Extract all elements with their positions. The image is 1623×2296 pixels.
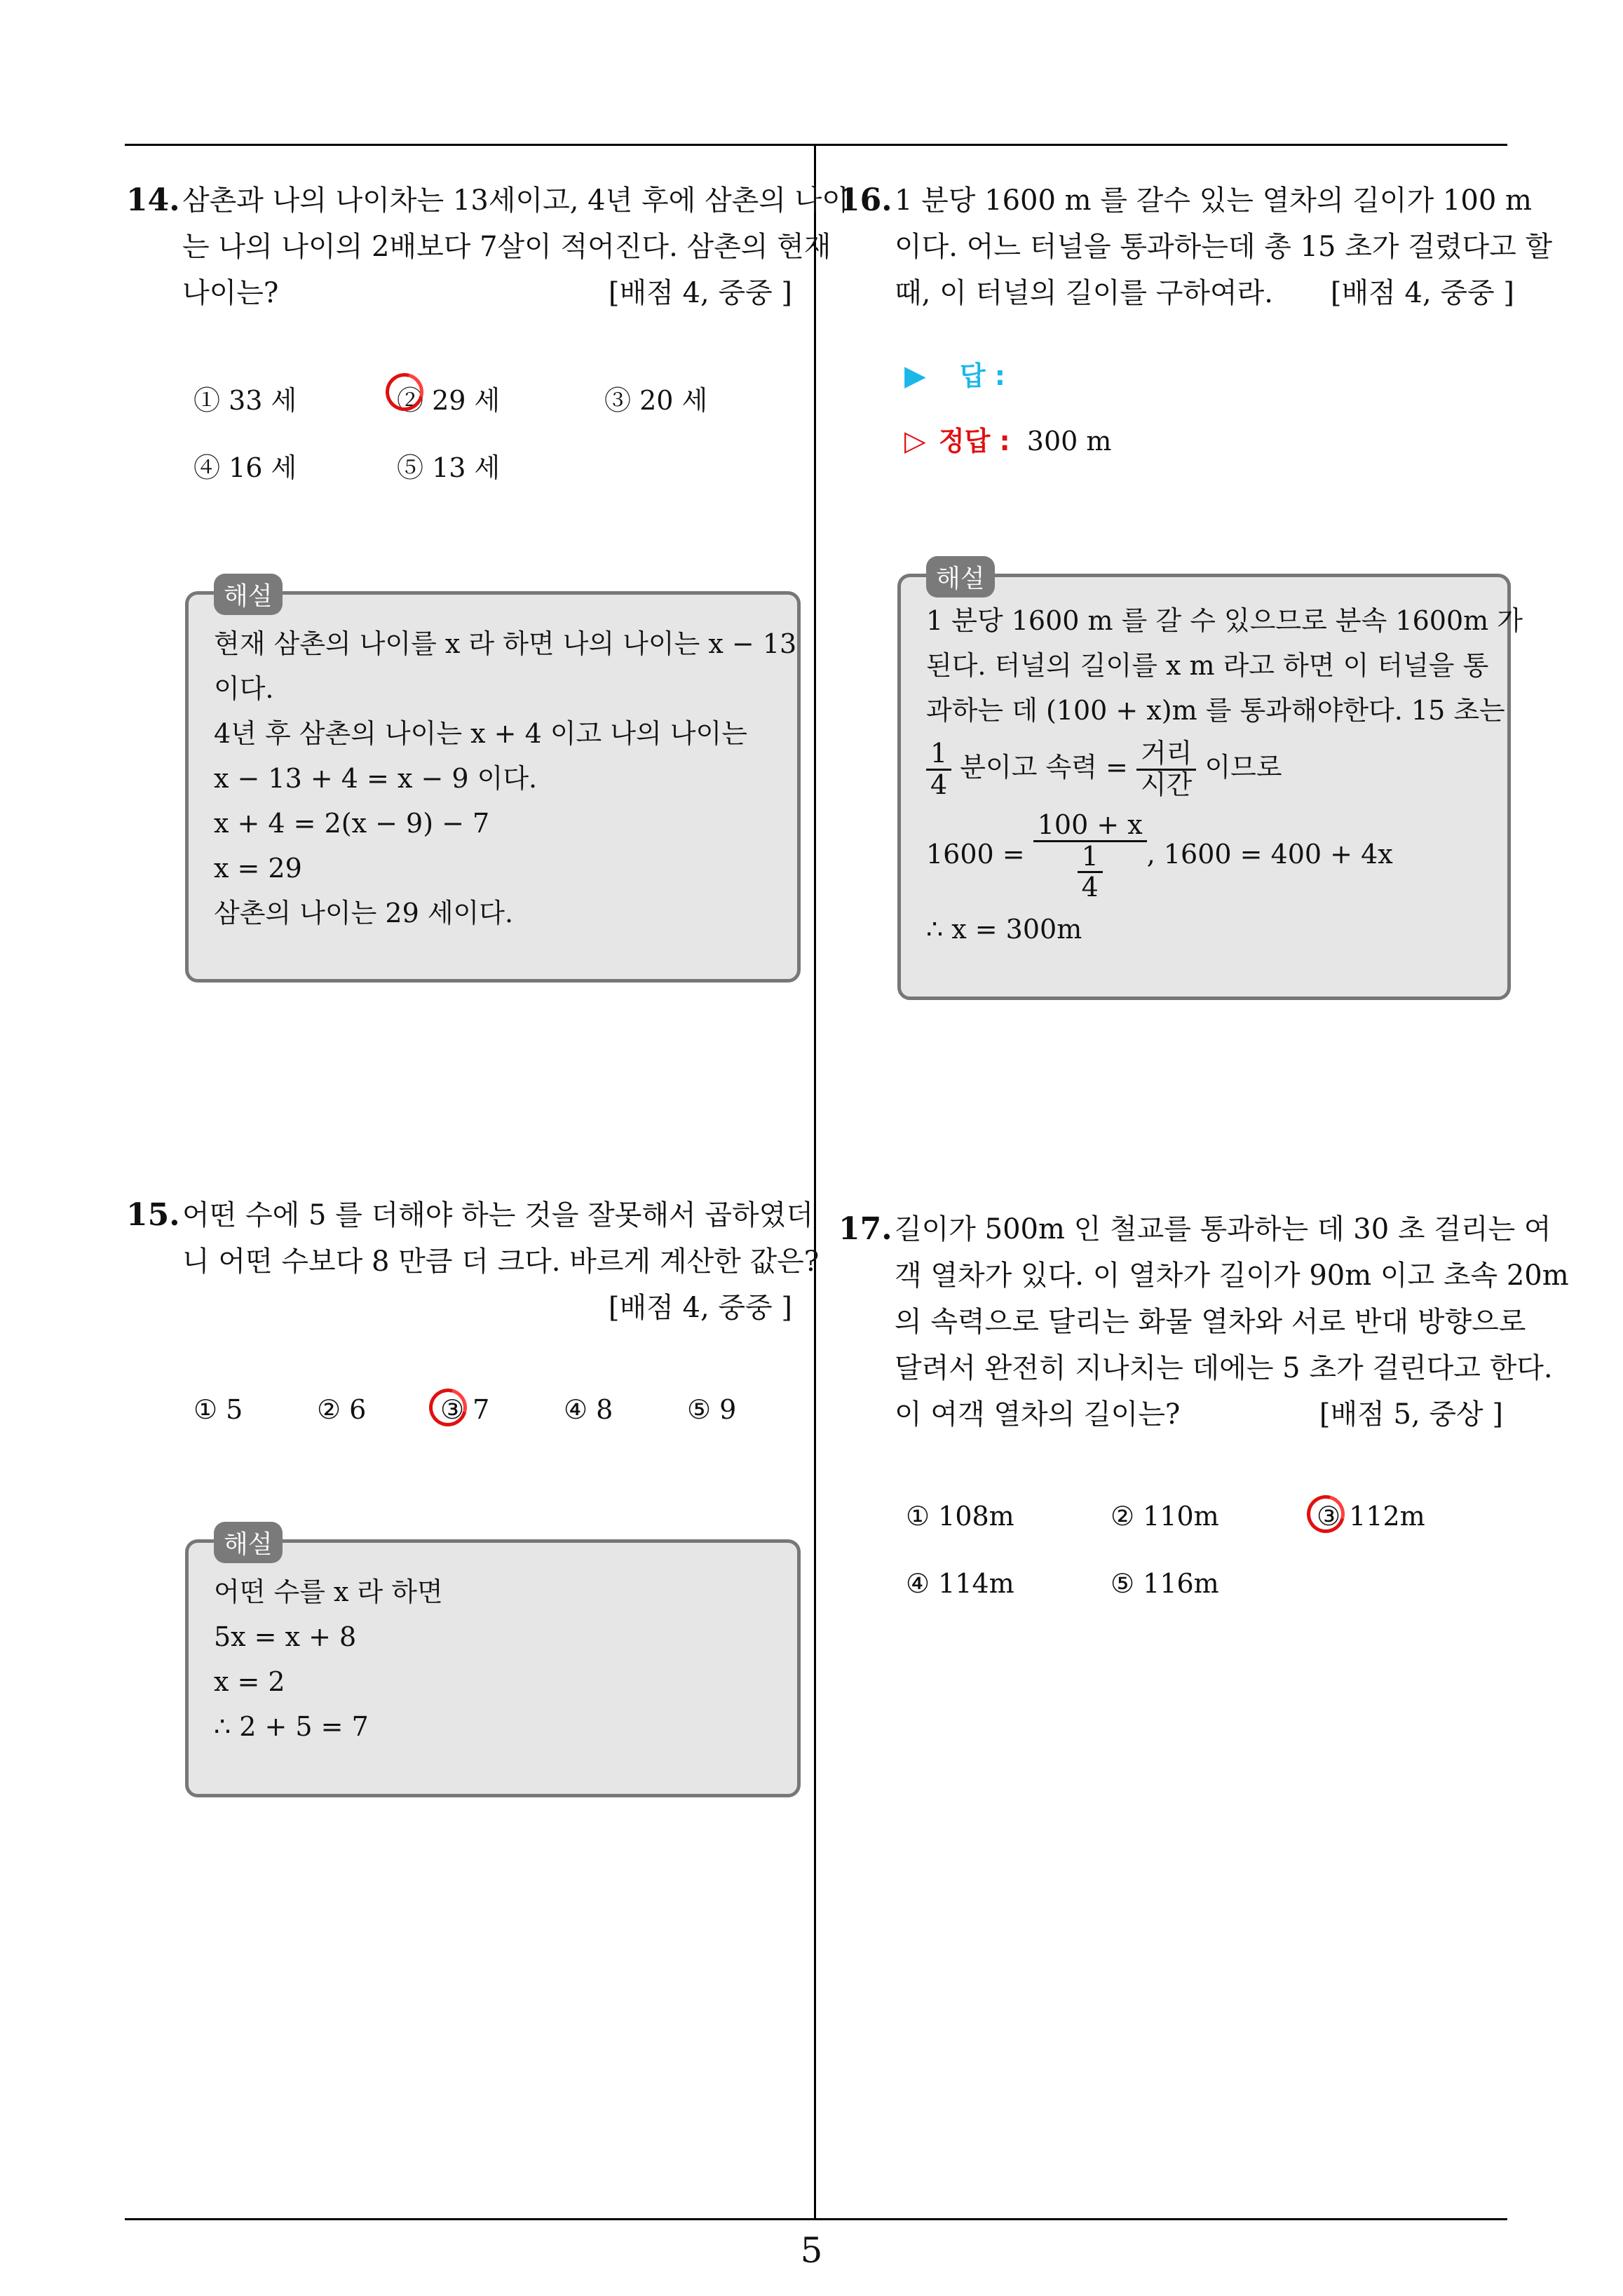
- choice-2[interactable]: ② 29 세: [397, 385, 501, 416]
- top-rule: [125, 144, 1507, 146]
- solution-box-16: [897, 565, 1523, 1000]
- solution-tag: 해설: [214, 574, 283, 615]
- question-text: 나이는?: [182, 277, 279, 309]
- question-text: 달려서 완전히 지나치는 데에는 5 초가 걸린다고 한다.: [895, 1352, 1553, 1384]
- solution-line: x = 29: [214, 853, 302, 884]
- question-text: 객 열차가 있다. 이 열차가 길이가 90m 이고 초속 20m: [895, 1260, 1569, 1292]
- question-text: 길이가 500m 인 철교를 통과하는 데 30 초 걸리는 여: [895, 1213, 1551, 1245]
- score-label: [배점 4, 중중 ]: [608, 1292, 792, 1324]
- answer-circle-icon: [1300, 1488, 1352, 1540]
- solution-fraction-line: $\frac{1}{4}$ 분이고 속력 = $\frac{\text{거리}}{\text{시간}}$ 이므로: [926, 733, 1486, 802]
- choice-3[interactable]: ③ 112m: [1317, 1501, 1425, 1532]
- choice-1[interactable]: ① 33 세: [193, 385, 297, 416]
- question-number: 16.: [838, 182, 892, 218]
- correct-answer-row: [904, 419, 1111, 458]
- question-number: 14.: [126, 182, 180, 218]
- question-number: 15.: [126, 1197, 180, 1233]
- column-divider: [814, 144, 816, 2220]
- answer-circle-icon: [422, 1382, 474, 1433]
- correct-answer-label: 정답 :: [938, 426, 1010, 457]
- outline-play-icon: ▷: [904, 425, 926, 457]
- choice-5[interactable]: ⑤ 116m: [1111, 1568, 1219, 1599]
- question-text: 1 분당 1600 m 를 갈수 있는 열차의 길이가 100 m: [895, 184, 1532, 217]
- solution-line: ∴ 2 + 5 = 7: [214, 1711, 369, 1742]
- choice-1[interactable]: ① 5: [193, 1394, 243, 1425]
- answer-row: [904, 354, 1005, 393]
- solution-line: ∴ x = 300m: [926, 914, 1082, 945]
- solution-tag: 해설: [926, 556, 995, 597]
- solution-line: 된다. 터널의 길이를 x m 라고 하면 이 터널을 통: [926, 650, 1489, 681]
- question-number: 17.: [838, 1211, 892, 1247]
- choice-3[interactable]: ③ 20 세: [604, 385, 708, 416]
- question-text: 의 속력으로 달리는 화물 열차와 서로 반대 방향으로: [895, 1306, 1526, 1338]
- question-14: [126, 177, 849, 316]
- answer-label: 답 :: [959, 360, 1005, 391]
- choice-4[interactable]: ④ 114m: [906, 1568, 1014, 1599]
- solution-equation-line: 1600 = $\frac{100 + x}{\frac{1}{4}}$ , 1600 = 400 + 4x: [926, 809, 1393, 903]
- choice-4[interactable]: ④ 16 세: [193, 452, 297, 483]
- score-label: [배점 5, 중상 ]: [1319, 1398, 1503, 1431]
- question-text: 어떤 수에 5 를 더해야 하는 것을 잘못해서 곱하였더: [182, 1199, 813, 1231]
- solution-box-14: [185, 582, 801, 982]
- choice-5[interactable]: ⑤ 13 세: [397, 452, 501, 483]
- correct-answer-value: 300 m: [1026, 426, 1112, 457]
- solution-line: 5x = x + 8: [214, 1621, 357, 1652]
- solution-line: x + 4 = 2(x − 9) − 7: [214, 808, 490, 839]
- solution-line: 이다.: [214, 673, 274, 704]
- question-text: 는 나의 나이의 2배보다 7살이 적어진다. 삼촌의 현재: [182, 231, 831, 263]
- solution-line: 어떤 수를 x 라 하면: [214, 1576, 443, 1607]
- choice-2[interactable]: ② 110m: [1111, 1501, 1219, 1532]
- choice-2[interactable]: ② 6: [317, 1394, 367, 1425]
- score-label: [배점 4, 중중 ]: [608, 277, 792, 309]
- question-17: [838, 1206, 1569, 1438]
- question-text: 이 여객 열차의 길이는?: [895, 1398, 1181, 1431]
- question-text: 때, 이 터널의 길이를 구하여라.: [895, 277, 1273, 309]
- solution-line: 현재 삼촌의 나이를 x 라 하면 나의 나이는 x − 13: [214, 628, 797, 659]
- question-text: 니 어떤 수보다 8 만큼 더 크다. 바르게 계산한 값은?: [182, 1245, 820, 1278]
- question-text: 이다. 어느 터널을 통과하는데 총 15 초가 걸렸다고 할: [895, 231, 1553, 263]
- question-16: [838, 177, 1553, 316]
- choice-1[interactable]: ① 108m: [906, 1501, 1014, 1532]
- question-15: [126, 1192, 820, 1331]
- choice-5[interactable]: ⑤ 9: [687, 1394, 737, 1425]
- solution-line: x = 2: [214, 1666, 285, 1697]
- play-icon: ▶: [904, 360, 926, 392]
- solution-line: x − 13 + 4 = x − 9 이다.: [214, 763, 538, 794]
- page-number: 5: [800, 2230, 823, 2271]
- solution-line: 삼촌의 나이는 29 세이다.: [214, 898, 514, 928]
- choice-4[interactable]: ④ 8: [564, 1394, 613, 1425]
- solution-box-15: [185, 1530, 801, 1797]
- solution-line: 과하는 데 (100 + x)m 를 통과해야한다. 15 초는: [926, 695, 1505, 726]
- solution-line: 4년 후 삼촌의 나이는 x + 4 이고 나의 나이는: [214, 718, 747, 749]
- choice-3[interactable]: ③ 7: [440, 1394, 490, 1425]
- question-text: 삼촌과 나의 나이차는 13세이고, 4년 후에 삼촌의 나이: [182, 184, 849, 217]
- solution-line: 1 분당 1600 m 를 갈 수 있으므로 분속 1600m 가: [926, 605, 1523, 636]
- score-label: [배점 4, 중중 ]: [1330, 277, 1514, 309]
- bottom-rule: [125, 2218, 1507, 2220]
- solution-tag: 해설: [214, 1522, 283, 1563]
